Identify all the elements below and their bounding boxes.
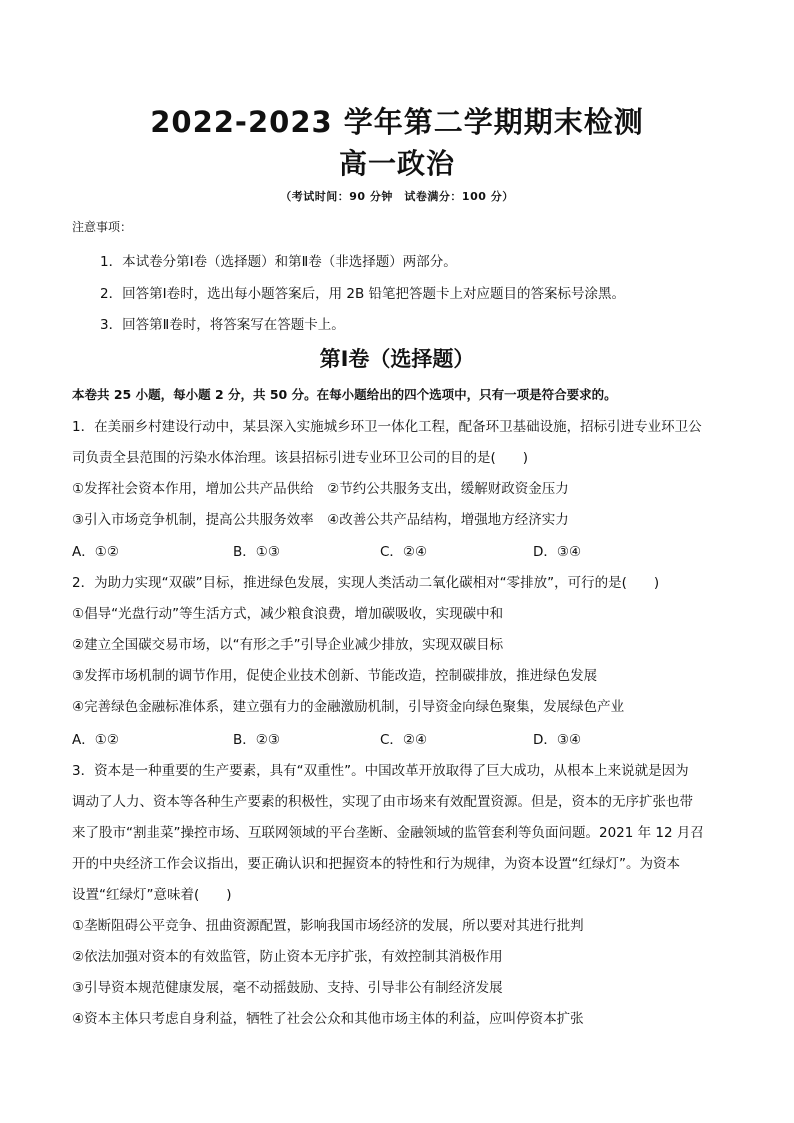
- option-a: A．①②: [72, 544, 119, 560]
- option-c: C．②④: [380, 732, 428, 748]
- note-item: 1．本试卷分第Ⅰ卷（选择题）和第Ⅱ卷（非选择题）两部分。: [100, 254, 457, 270]
- question-stem-line: 调动了人力、资本等各种生产要素的积极性，实现了由市场来有效配置资源。但是，资本的无序扩张也带: [72, 794, 693, 810]
- section-title: 第Ⅰ卷（选择题）: [319, 347, 475, 371]
- option-c: C．②④: [380, 544, 428, 560]
- question-stem-line: 1．在美丽乡村建设行动中，某县深入实施城乡环卫一体化工程，配备环卫基础设施，招标引进专业环卫公: [72, 419, 702, 435]
- section-intro: 本卷共 25 小题，每小题 2 分，共 50 分。在每小题给出的四个选项中，只有一项是符合要求的。: [72, 387, 617, 402]
- question-stem-line: 设置“红绿灯”意味着( ): [72, 887, 232, 903]
- exam-title: 2022-2023 学年第二学期期末检测: [150, 105, 644, 139]
- statement: ②建立全国碳交易市场，以“有形之手”引导企业减少排放，实现双碳目标: [72, 637, 504, 653]
- question-stem-line: 开的中央经济工作会议指出，要正确认识和把握资本的特性和行为规律，为资本设置“红绿灯”。为资本: [72, 856, 680, 872]
- statement: ④资本主体只考虑自身利益，牺牲了社会公众和其他市场主体的利益，应叫停资本扩张: [72, 1011, 584, 1027]
- question-stem-line: 2．为助力实现“双碳”目标，推进绿色发展，实现人类活动二氧化碳相对“零排放”，可行的是( ): [72, 575, 660, 591]
- option-a: A．①②: [72, 732, 119, 748]
- statement: ①垄断阻碍公平竞争、扭曲资源配置，影响我国市场经济的发展，所以要对其进行批判: [72, 918, 584, 934]
- notes-heading: 注意事项：: [72, 220, 133, 234]
- question-stem-line: 司负责全县范围的污染水体治理。该县招标引进专业环卫公司的目的是( ): [72, 450, 529, 466]
- option-d: D．③④: [533, 732, 582, 748]
- question-stem-line: 来了股市“割韭菜”操控市场、互联网领域的平台垄断、金融领域的监管套利等负面问题。2021 年 12 月召: [72, 825, 704, 841]
- option-b: B．①③: [233, 544, 280, 560]
- question-stem-line: 3．资本是一种重要的生产要素，具有“双重性”。中国改革开放取得了巨大成功，从根本上来说就是因为: [72, 763, 689, 779]
- exam-info: （考试时间：90 分钟 试卷满分：100 分）: [280, 190, 514, 203]
- statement: ③引入市场竞争机制，提高公共服务效率 ④改善公共产品结构，增强地方经济实力: [72, 512, 569, 528]
- note-item: 3．回答第Ⅱ卷时，将答案写在答题卡上。: [100, 317, 345, 333]
- statement: ①倡导“光盘行动”等生活方式，减少粮食浪费，增加碳吸收，实现碳中和: [72, 606, 504, 622]
- statement: ③发挥市场机制的调节作用，促使企业技术创新、节能改造，控制碳排放，推进绿色发展: [72, 668, 598, 684]
- exam-subject: 高一政治: [338, 147, 455, 180]
- statement: ①发挥社会资本作用，增加公共产品供给 ②节约公共服务支出，缓解财政资金压力: [72, 481, 569, 497]
- note-item: 2．回答第Ⅰ卷时，选出每小题答案后，用 2B 铅笔把答题卡上对应题目的答案标号涂黑。: [100, 286, 626, 302]
- statement: ③引导资本规范健康发展，毫不动摇鼓励、支持、引导非公有制经济发展: [72, 980, 503, 996]
- option-d: D．③④: [533, 544, 582, 560]
- statement: ②依法加强对资本的有效监管，防止资本无序扩张，有效控制其消极作用: [72, 949, 503, 965]
- statement: ④完善绿色金融标准体系，建立强有力的金融激励机制，引导资金向绿色聚集，发展绿色产业: [72, 699, 625, 715]
- option-b: B．②③: [233, 732, 280, 748]
